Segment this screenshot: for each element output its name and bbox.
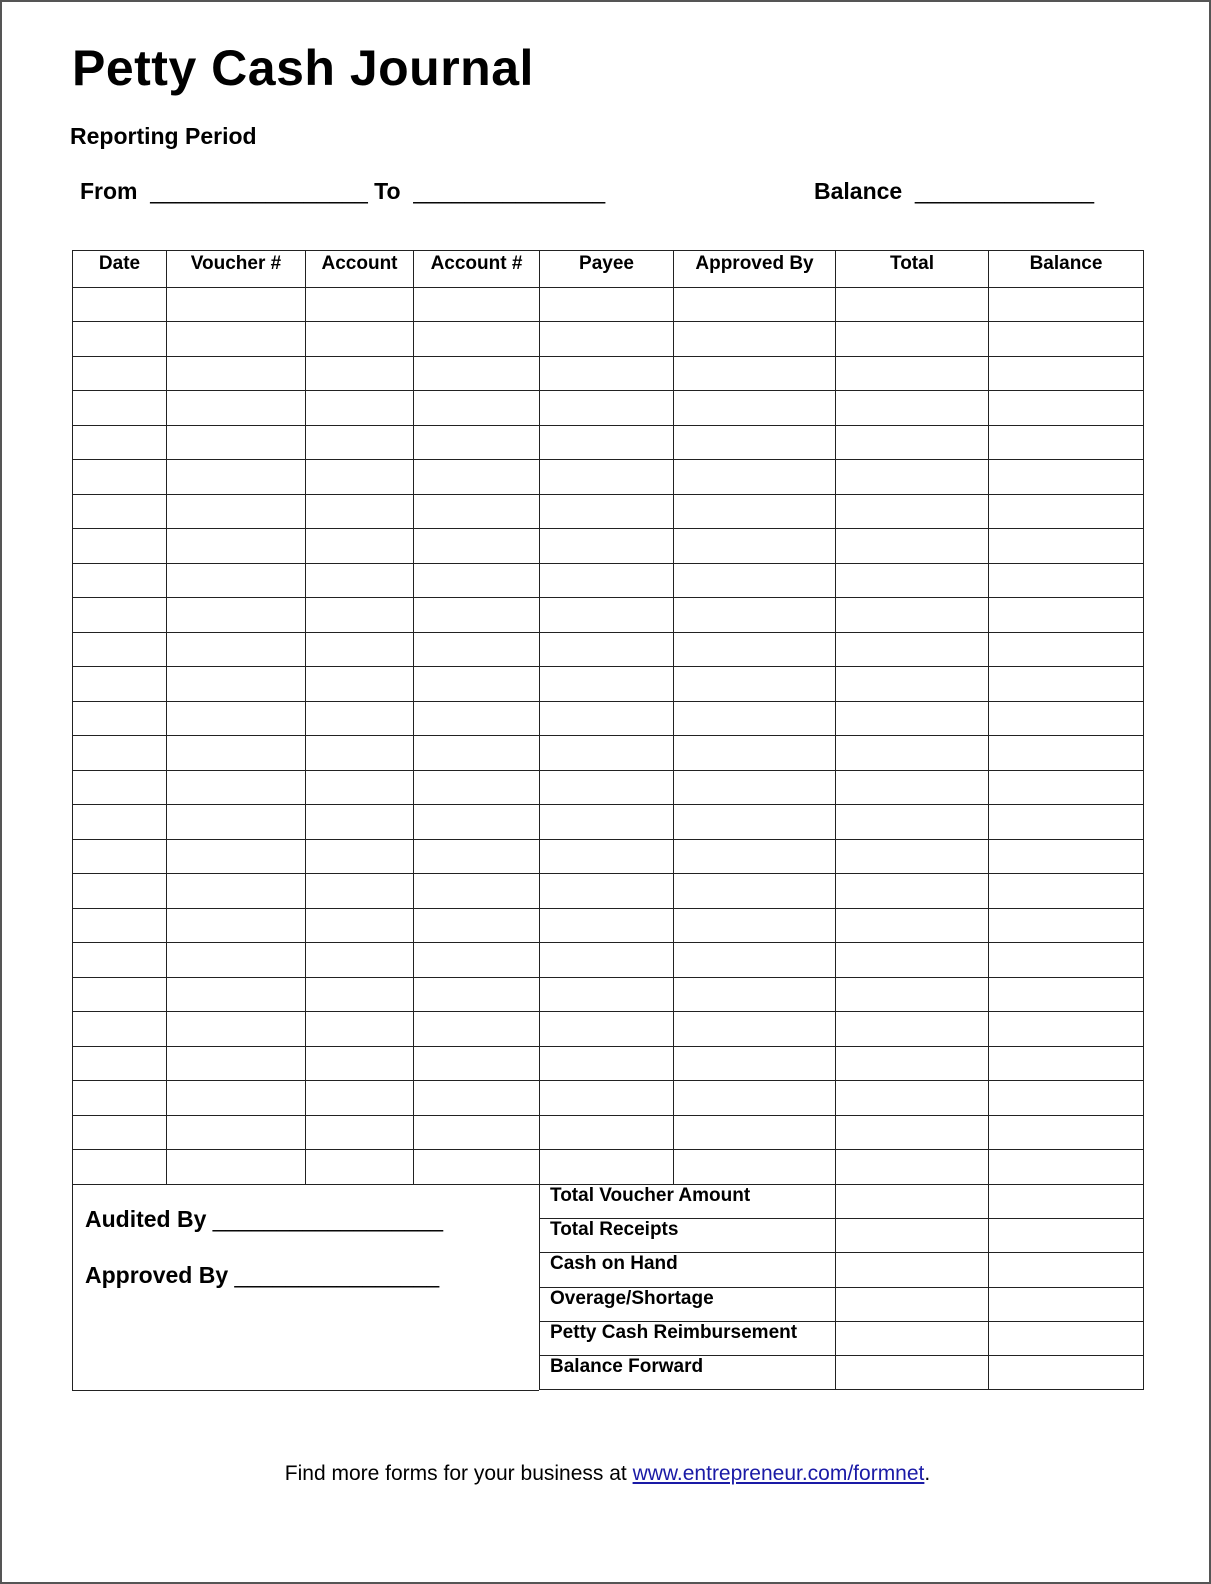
table-cell[interactable] [414,356,540,391]
table-cell[interactable] [540,1012,674,1047]
table-cell[interactable] [73,425,167,460]
table-cell[interactable] [989,977,1144,1012]
table-cell[interactable] [306,736,414,771]
table-row [73,563,1144,598]
table-row [73,287,1144,322]
table-row [73,632,1144,667]
table-cell[interactable] [167,839,306,874]
table-cell[interactable] [989,1012,1144,1047]
footer-link[interactable]: www.entrepreneur.com/formnet [632,1462,925,1485]
summary-table [539,1184,1144,1390]
table-cell[interactable] [674,1115,836,1150]
table-cell[interactable] [540,598,674,633]
table-cell[interactable] [540,356,674,391]
table-cell[interactable] [540,632,674,667]
table-cell[interactable] [414,977,540,1012]
table-cell[interactable] [73,701,167,736]
column-header: Date [73,251,167,288]
table-cell[interactable] [836,425,989,460]
table-cell[interactable] [306,1046,414,1081]
table-cell[interactable] [836,701,989,736]
table-cell[interactable] [73,874,167,909]
table-cell[interactable] [540,494,674,529]
table-cell[interactable] [167,1081,306,1116]
footer [2,1462,1211,1486]
table-cell[interactable] [167,598,306,633]
summary-row [540,1185,1144,1219]
summary-row [540,1321,1144,1355]
table-cell[interactable] [73,632,167,667]
table-cell[interactable] [167,1012,306,1047]
table-cell[interactable] [674,598,836,633]
table-cell[interactable] [989,632,1144,667]
table-cell[interactable] [306,977,414,1012]
balance-field[interactable] [814,176,1094,206]
summary-cell[interactable] [989,1355,1144,1389]
table-cell[interactable] [540,977,674,1012]
summary-cell[interactable] [836,1321,989,1355]
summary-cell[interactable] [989,1185,1144,1219]
table-cell[interactable] [414,425,540,460]
summary-cell[interactable] [836,1355,989,1389]
table-cell[interactable] [989,494,1144,529]
summary-cell[interactable] [836,1219,989,1253]
summary-cell[interactable] [836,1287,989,1321]
table-cell[interactable] [414,391,540,426]
summary-row [540,1355,1144,1389]
table-cell[interactable] [989,770,1144,805]
table-cell[interactable] [167,1115,306,1150]
table-cell[interactable] [540,425,674,460]
table-cell[interactable] [306,701,414,736]
table-cell[interactable] [674,563,836,598]
table-row [73,598,1144,633]
summary-label: Cash on Hand [540,1253,836,1287]
table-row [73,529,1144,564]
table-cell[interactable] [73,770,167,805]
summary-label: Balance Forward [540,1355,836,1389]
table-cell[interactable] [73,943,167,978]
table-cell[interactable] [73,1115,167,1150]
table-cell[interactable] [73,908,167,943]
table-row [73,494,1144,529]
table-cell[interactable] [989,1115,1144,1150]
table-cell[interactable] [540,529,674,564]
table-cell[interactable] [836,874,989,909]
table-row [73,1012,1144,1047]
table-cell[interactable] [836,908,989,943]
table-cell[interactable] [836,632,989,667]
table-cell[interactable] [414,1115,540,1150]
signature-area [72,1184,539,1391]
table-cell[interactable] [306,1012,414,1047]
table-cell[interactable] [306,529,414,564]
table-row [73,356,1144,391]
from-label: From [80,178,138,204]
table-cell[interactable] [414,287,540,322]
table-cell[interactable] [306,1115,414,1150]
table-cell[interactable] [674,908,836,943]
table-cell[interactable] [306,943,414,978]
table-cell[interactable] [167,494,306,529]
table-cell[interactable] [674,1150,836,1185]
table-cell[interactable] [73,563,167,598]
table-cell[interactable] [989,908,1144,943]
table-cell[interactable] [167,563,306,598]
table-cell[interactable] [73,322,167,357]
balance-blank: ______________ [915,178,1095,204]
column-header: Voucher # [167,251,306,288]
table-cell[interactable] [540,1081,674,1116]
table-row [73,839,1144,874]
table-cell[interactable] [414,1081,540,1116]
table-cell[interactable] [836,598,989,633]
table-row [73,701,1144,736]
table-cell[interactable] [167,770,306,805]
table-cell[interactable] [989,1150,1144,1185]
table-cell[interactable] [167,322,306,357]
table-cell[interactable] [306,770,414,805]
table-cell[interactable] [306,632,414,667]
table-cell[interactable] [836,736,989,771]
table-cell[interactable] [674,701,836,736]
table-cell[interactable] [414,460,540,495]
table-cell[interactable] [540,874,674,909]
table-cell[interactable] [674,529,836,564]
table-cell[interactable] [167,391,306,426]
table-cell[interactable] [540,805,674,840]
table-cell[interactable] [306,667,414,702]
table-cell[interactable] [167,805,306,840]
column-header: Payee [540,251,674,288]
table-cell[interactable] [414,1012,540,1047]
table-cell[interactable] [674,322,836,357]
table-cell[interactable] [836,977,989,1012]
table-cell[interactable] [414,736,540,771]
table-row [73,322,1144,357]
balance-label: Balance [814,178,903,204]
table-cell[interactable] [306,1150,414,1185]
table-row [73,1150,1144,1185]
table-cell[interactable] [306,322,414,357]
table-cell[interactable] [73,1081,167,1116]
table-cell[interactable] [306,391,414,426]
audited-by-field[interactable] [85,1206,443,1233]
table-cell[interactable] [989,356,1144,391]
table-cell[interactable] [989,667,1144,702]
table-cell[interactable] [414,1046,540,1081]
table-cell[interactable] [414,632,540,667]
table-cell[interactable] [674,494,836,529]
summary-label: Total Receipts [540,1219,836,1253]
table-cell[interactable] [414,494,540,529]
table-row [73,977,1144,1012]
journal-table [72,250,1144,1185]
table-cell[interactable] [167,977,306,1012]
summary-section [72,1184,1143,1391]
summary-row [540,1219,1144,1253]
table-cell[interactable] [836,287,989,322]
from-blank: _________________ [150,178,368,204]
table-cell[interactable] [167,736,306,771]
table-row [73,908,1144,943]
table-cell[interactable] [306,425,414,460]
table-cell[interactable] [989,839,1144,874]
table-cell[interactable] [674,667,836,702]
summary-cell[interactable] [989,1321,1144,1355]
table-cell[interactable] [414,563,540,598]
table-cell[interactable] [540,460,674,495]
table-cell[interactable] [989,529,1144,564]
audited-by-label: Audited By [85,1206,207,1232]
table-cell[interactable] [540,908,674,943]
table-cell[interactable] [540,943,674,978]
table-cell[interactable] [836,839,989,874]
table-cell[interactable] [674,839,836,874]
table-cell[interactable] [540,1046,674,1081]
table-cell[interactable] [73,1150,167,1185]
table-cell[interactable] [989,391,1144,426]
table-cell[interactable] [73,977,167,1012]
table-cell[interactable] [540,1150,674,1185]
table-cell[interactable] [306,460,414,495]
table-row [73,736,1144,771]
table-cell[interactable] [989,460,1144,495]
table-cell[interactable] [167,632,306,667]
table-cell[interactable] [167,874,306,909]
table-cell[interactable] [836,1012,989,1047]
footer-end: . [924,1462,931,1485]
table-cell[interactable] [836,1150,989,1185]
table-cell[interactable] [414,908,540,943]
summary-row [540,1287,1144,1321]
table-cell[interactable] [989,322,1144,357]
table-header [73,251,1144,288]
table-cell[interactable] [306,494,414,529]
table-cell[interactable] [167,908,306,943]
table-cell[interactable] [414,1150,540,1185]
table-cell[interactable] [167,1150,306,1185]
table-cell[interactable] [674,632,836,667]
table-cell[interactable] [836,494,989,529]
table-cell[interactable] [674,391,836,426]
table-cell[interactable] [540,322,674,357]
table-cell[interactable] [73,1012,167,1047]
table-cell[interactable] [836,529,989,564]
table-cell[interactable] [989,425,1144,460]
table-cell[interactable] [167,1046,306,1081]
table-row [73,460,1144,495]
table-row [73,770,1144,805]
table-row [73,391,1144,426]
column-header: Account # [414,251,540,288]
table-cell[interactable] [540,563,674,598]
table-cell[interactable] [414,874,540,909]
to-blank: _______________ [413,178,606,204]
table-cell[interactable] [540,1115,674,1150]
table-cell[interactable] [540,839,674,874]
table-cell[interactable] [167,425,306,460]
column-header: Account [306,251,414,288]
table-cell[interactable] [306,563,414,598]
table-cell[interactable] [167,667,306,702]
table-cell[interactable] [836,943,989,978]
table-cell[interactable] [674,977,836,1012]
table-cell[interactable] [540,736,674,771]
table-cell[interactable] [989,1046,1144,1081]
table-row [73,874,1144,909]
table-cell[interactable] [73,1046,167,1081]
approved-by-label: Approved By [85,1262,229,1288]
table-cell[interactable] [73,736,167,771]
table-cell[interactable] [306,908,414,943]
table-cell[interactable] [306,874,414,909]
table-cell[interactable] [836,1081,989,1116]
reporting-period-label: Reporting Period [70,123,257,149]
table-cell[interactable] [167,460,306,495]
table-cell[interactable] [414,529,540,564]
table-cell[interactable] [540,391,674,426]
table-cell[interactable] [306,356,414,391]
table-cell[interactable] [73,598,167,633]
table-cell[interactable] [414,839,540,874]
summary-cell[interactable] [989,1219,1144,1253]
table-cell[interactable] [167,287,306,322]
table-cell[interactable] [836,322,989,357]
table-cell[interactable] [674,1081,836,1116]
approved-by-field[interactable] [85,1262,439,1289]
table-cell[interactable] [674,460,836,495]
table-cell[interactable] [989,943,1144,978]
table-cell[interactable] [836,563,989,598]
table-row [73,425,1144,460]
table-cell[interactable] [73,667,167,702]
table-cell[interactable] [540,770,674,805]
footer-text: Find more forms for your business at [284,1462,633,1485]
table-cell[interactable] [73,839,167,874]
table-cell[interactable] [836,805,989,840]
summary-label: Total Voucher Amount [540,1185,836,1219]
table-cell[interactable] [167,529,306,564]
summary-cell[interactable] [836,1185,989,1219]
table-cell[interactable] [167,356,306,391]
table-cell[interactable] [167,701,306,736]
column-header: Balance [989,251,1144,288]
summary-row [540,1253,1144,1287]
table-cell[interactable] [674,805,836,840]
table-cell[interactable] [414,943,540,978]
table-row [73,1046,1144,1081]
summary-cell[interactable] [989,1287,1144,1321]
column-header: Total [836,251,989,288]
table-cell[interactable] [414,701,540,736]
summary-label: Petty Cash Reimbursement [540,1321,836,1355]
table-cell[interactable] [674,425,836,460]
table-cell[interactable] [989,1081,1144,1116]
table-cell[interactable] [306,1081,414,1116]
table-cell[interactable] [674,874,836,909]
table-cell[interactable] [989,287,1144,322]
table-cell[interactable] [836,356,989,391]
table-cell[interactable] [167,943,306,978]
table-cell[interactable] [674,736,836,771]
table-cell[interactable] [540,287,674,322]
summary-cell[interactable] [989,1253,1144,1287]
table-row [73,1081,1144,1116]
column-header: Approved By [674,251,836,288]
table-cell[interactable] [674,356,836,391]
table-row [73,805,1144,840]
table-row [73,1115,1144,1150]
table-cell[interactable] [674,287,836,322]
approved-by-blank: ________________ [234,1262,440,1288]
audited-by-blank: __________________ [212,1206,444,1232]
table-cell[interactable] [836,1115,989,1150]
table-cell[interactable] [73,287,167,322]
table-cell[interactable] [540,667,674,702]
table-cell[interactable] [414,667,540,702]
table-cell[interactable] [73,356,167,391]
table-row [73,943,1144,978]
table-cell[interactable] [674,770,836,805]
table-cell[interactable] [306,839,414,874]
table-cell[interactable] [989,701,1144,736]
to-label: To [374,178,401,204]
table-cell[interactable] [73,494,167,529]
table-cell[interactable] [989,598,1144,633]
table-cell[interactable] [836,667,989,702]
table-cell[interactable] [414,805,540,840]
summary-label: Overage/Shortage [540,1287,836,1321]
table-cell[interactable] [989,563,1144,598]
table-body [73,287,1144,1184]
table-cell[interactable] [306,805,414,840]
table-cell[interactable] [989,874,1144,909]
table-cell[interactable] [414,598,540,633]
table-cell[interactable] [674,1012,836,1047]
table-cell[interactable] [836,770,989,805]
table-row [73,667,1144,702]
table-cell[interactable] [414,322,540,357]
table-cell[interactable] [540,701,674,736]
summary-cell[interactable] [836,1253,989,1287]
table-cell[interactable] [73,391,167,426]
from-field[interactable] [80,176,605,206]
table-cell[interactable] [73,805,167,840]
table-cell[interactable] [414,770,540,805]
table-cell[interactable] [836,391,989,426]
table-cell[interactable] [73,460,167,495]
table-cell[interactable] [836,1046,989,1081]
table-cell[interactable] [674,943,836,978]
table-cell[interactable] [306,598,414,633]
table-cell[interactable] [989,736,1144,771]
table-cell[interactable] [989,805,1144,840]
table-cell[interactable] [674,1046,836,1081]
table-cell[interactable] [306,287,414,322]
table-cell[interactable] [836,460,989,495]
page-title: Petty Cash Journal [72,40,534,96]
table-cell[interactable] [73,529,167,564]
